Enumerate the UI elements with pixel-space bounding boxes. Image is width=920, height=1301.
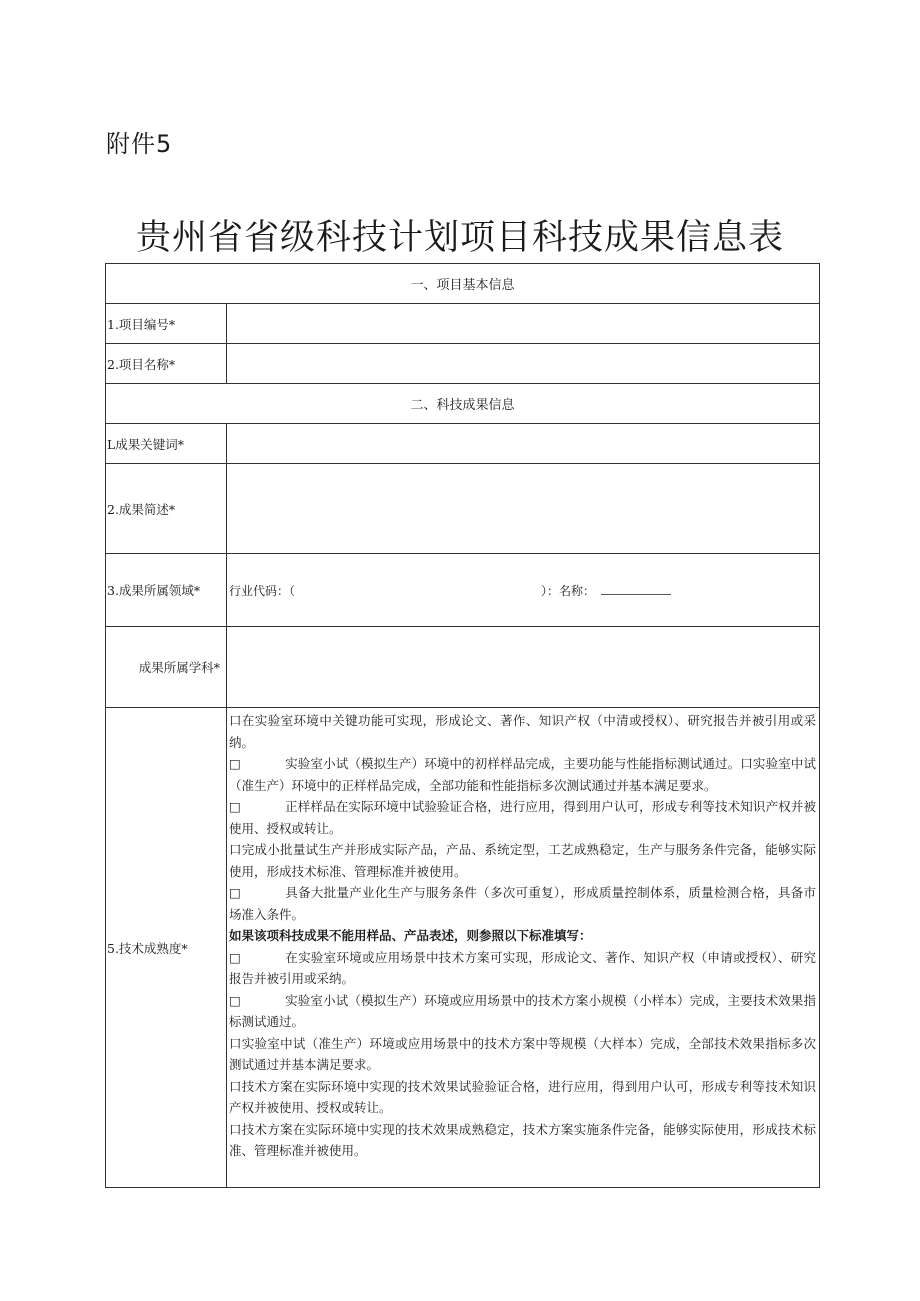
project-name-field[interactable] [227,344,820,384]
info-form-table [105,263,820,1188]
section-row-basic [106,264,820,304]
checkbox-icon[interactable]: □ [229,756,241,771]
row-summary [106,464,820,554]
attachment-label: 附件5 [106,130,173,158]
checkbox-icon[interactable]: □ [229,949,241,965]
industry-code-label: 行业代码：（ [229,583,296,598]
project-number-label: 1.项目编号* [106,304,227,344]
maturity-option-3-text: 正样样品在实际环境中试验验证合格，进行应用，得到用户认可，形成专利等技术知识产权并被使用、授权或转让。 [229,799,817,836]
maturity-option-1[interactable]: 口在实验室环境中关键功能可实现，形成论文、著作、知识产权（中清或授权）、研究报告并被引用或采纳。 [229,713,817,750]
row-project-number [106,304,820,344]
checkbox-icon[interactable]: □ [229,885,241,900]
keywords-field[interactable] [227,424,820,464]
tech-option-2[interactable] [229,990,816,1033]
domain-field[interactable] [227,554,820,627]
row-domain [106,554,820,627]
tech-option-1[interactable] [229,947,816,990]
maturity-note: 如果该项科技成果不能用样品、产品表述，则参照以下标准填写： [229,928,592,943]
section-row-achievement [106,384,820,424]
maturity-options [227,708,820,1188]
section-heading-basic: 一、项目基本信息 [106,264,820,304]
domain-name-blank[interactable] [601,593,671,595]
row-maturity [106,708,820,1188]
tech-option-5[interactable]: 口技术方案在实际环境中实现的技术效果成熟稳定，技术方案实施条件完备，能够实际使用，形成技术标准、管理标准并被使用。 [229,1121,817,1158]
maturity-option-5[interactable] [229,882,816,925]
section-heading-achievement: 二、科技成果信息 [106,384,820,424]
keywords-label: L成果关键词* [106,424,227,464]
checkbox-icon[interactable]: □ [229,992,241,1008]
maturity-option-5-text: 具备大批量产业化生产与服务条件（多次可重复），形成质量控制体系，质量检测合格，具备市场准入条件。 [229,885,817,922]
tech-option-2-text: 实验室小试（模拟生产）环境或应用场景中的技术方案小规模（小样本）完成，主要技术效果指标测试通过。 [229,992,817,1029]
discipline-field[interactable] [227,627,820,708]
domain-label: 3.成果所属领域* [106,554,227,627]
row-discipline [106,627,820,708]
maturity-option-3[interactable] [229,796,816,839]
maturity-option-2[interactable] [229,753,816,796]
project-number-field[interactable] [227,304,820,344]
discipline-label: 成果所属学科* [106,627,227,708]
maturity-option-2-text: 实验室小试（模拟生产）环境中的初样样品完成，主要功能与性能指标测试通过。口实验室中试（准生产）环境中的正样样品完成，全部功能和性能指标多次测试通过并基本满足要求。 [229,756,817,793]
maturity-option-4[interactable]: 口完成小批量试生产并形成实际产品，产品、系统定型，工艺成熟稳定，生产与服务条件完备，能够实际使用，形成技术标准、管理标准并被使用。 [229,842,817,879]
form-title: 贵州省省级科技计划项目科技成果信息表 [135,218,784,258]
tech-option-1-text: 在实验室环境或应用场景中技术方案可实现，形成论文、著作、知识产权（申请或授权）、研究报告并被引用或采纳。 [229,949,817,986]
tech-option-4[interactable]: 口技术方案在实际环境中实现的技术效果试验验证合格，进行应用，得到用户认可，形成专利等技术知识产权并被使用、授权或转让。 [229,1078,817,1115]
row-project-name [106,344,820,384]
domain-name-label: ）：名称： [541,583,596,598]
maturity-label: 5.技术成熟度* [106,708,227,1188]
summary-field[interactable] [227,464,820,554]
row-keywords [106,424,820,464]
summary-label: 2.成果简述* [106,464,227,554]
tech-option-3[interactable]: 口实验室中试（准生产）环境或应用场景中的技术方案中等规模（大样本）完成，全部技术效果指标多次测试通过并基本满足要求。 [229,1035,817,1072]
checkbox-icon[interactable]: □ [229,799,241,814]
project-name-label: 2.项目名称* [106,344,227,384]
